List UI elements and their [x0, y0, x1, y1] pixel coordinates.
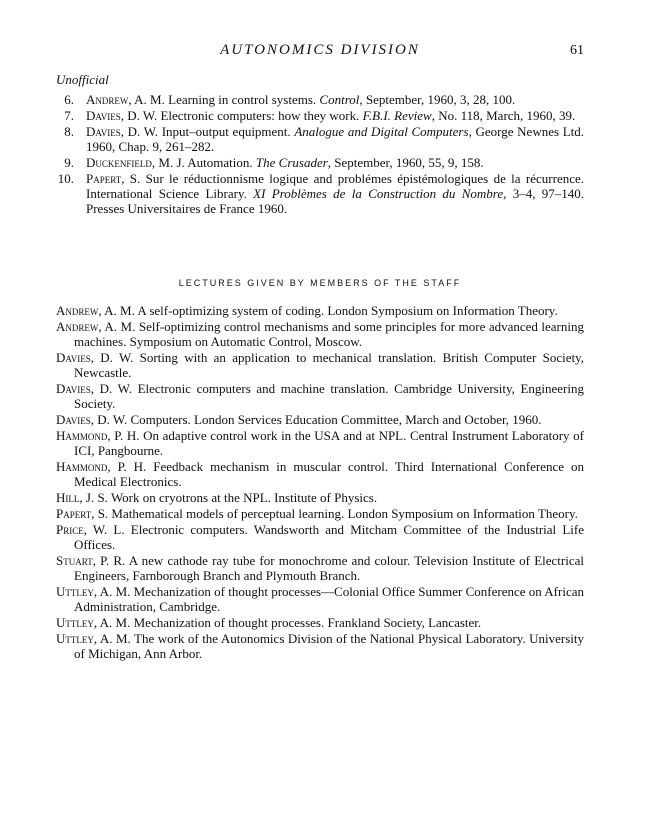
reference-text: Learning in control systems.: [168, 92, 320, 107]
lecture-item: [56, 506, 584, 521]
running-head: [56, 40, 584, 62]
page-number: 61: [570, 43, 584, 58]
reference-details: , September, 1960, 55, 9, 158.: [327, 155, 484, 170]
reference-details: , George Newnes Ltd. 1960, Chap. 9, 261–282.: [86, 124, 585, 154]
reference-item: [56, 124, 584, 154]
lecture-text: , A. M. Mechanization of thought processes—Colonial Office Summer Conference on African Administration, Cambridge.: [74, 584, 584, 614]
reference-publication: Control: [319, 92, 360, 107]
lecture-item: [56, 490, 584, 505]
lectures-list: [56, 303, 584, 661]
reference-text: Input–output equipment.: [161, 124, 295, 139]
reference-author: Papert: [86, 171, 122, 186]
lecture-author: Uttley: [56, 631, 94, 646]
lecture-text: , D. W. Electronic computers and machine translation. Cambridge University, Engineering Society.: [74, 381, 584, 411]
reference-number: 9.: [64, 155, 74, 170]
reference-number: 10.: [57, 171, 74, 186]
lecture-item: [56, 319, 584, 349]
lecture-author: Stuart: [56, 553, 93, 568]
reference-author: Andrew: [86, 92, 129, 107]
lecture-text: , D. W. Computers. London Services Education Committee, March and October, 1960.: [90, 412, 542, 427]
reference-initials: , S.: [121, 171, 146, 186]
reference-details: , September, 1960, 3, 28, 100.: [359, 92, 516, 107]
unofficial-label: Unofficial: [56, 72, 109, 87]
lecture-author: Papert: [56, 506, 92, 521]
reference-details: , 3–4, 97–140. Presses Universitaires de France 1960.: [86, 186, 584, 216]
lecture-item: [56, 584, 584, 614]
lecture-author: Uttley: [56, 584, 94, 599]
reference-publication: Analogue and Digital Computers: [294, 124, 469, 139]
lecture-text: , P. R. A new cathode ray tube for monochrome and colour. Television Institute of Electrical Engineers, Farnborough Branch and Plymouth Branch.: [74, 553, 584, 583]
lecture-author: Uttley: [56, 615, 94, 630]
reference-initials: , M. J.: [151, 155, 188, 170]
reference-details: , No. 118, March, 1960, 39.: [431, 108, 576, 123]
lecture-item: [56, 303, 584, 318]
lecture-author: Hammond: [56, 428, 108, 443]
lecture-item: [56, 522, 584, 552]
lecture-text: , A. M. Mechanization of thought processes. Frankland Society, Lancaster.: [93, 615, 482, 630]
reference-item: [56, 108, 584, 123]
lecture-author: Andrew: [56, 319, 99, 334]
lecture-text: , P. H. On adaptive control work in the USA and at NPL. Central Instrument Laboratory of ICI, Pangbourne.: [74, 428, 584, 458]
lecture-author: Price: [56, 522, 84, 537]
lecture-item: [56, 412, 584, 427]
lecture-item: [56, 350, 584, 380]
lecture-text: , J. S. Work on cryotrons at the NPL. Institute of Physics.: [79, 490, 378, 505]
lecture-text: , W. L. Electronic computers. Wandsworth and Mitcham Committee of the Industrial Life Offices.: [74, 522, 584, 552]
lecture-text: , P. H. Feedback mechanism in muscular control. Third International Conference on Medical Electronics.: [74, 459, 584, 489]
reference-author: Duckenfield: [86, 155, 152, 170]
lecture-item: [56, 459, 584, 489]
reference-initials: , A. M.: [128, 92, 169, 107]
reference-number: 7.: [64, 108, 74, 123]
lecture-author: Davies: [56, 350, 91, 365]
reference-publication: The Crusader: [255, 155, 328, 170]
reference-item: [56, 171, 584, 216]
reference-item: [56, 155, 584, 170]
lectures-heading: LECTURES GIVEN BY MEMBERS OF THE STAFF: [178, 278, 462, 288]
reference-initials: , D. W.: [120, 124, 162, 139]
reference-publication: XI Problèmes de la Construction du Nombre: [253, 186, 504, 201]
lecture-author: Davies: [56, 381, 91, 396]
lecture-author: Hammond: [56, 459, 108, 474]
lecture-text: , A. M. A self-optimizing system of coding. London Symposium on Information Theory.: [98, 303, 558, 318]
reference-author: Davies: [86, 124, 121, 139]
lecture-item: [56, 553, 584, 583]
lecture-text: , A. M. The work of the Autonomics Division of the National Physical Laboratory. University of Michigan, Ann Arbor.: [74, 631, 584, 661]
page: [56, 40, 584, 662]
lecture-item: [56, 615, 584, 630]
reference-item: [56, 92, 584, 107]
lecture-author: Davies: [56, 412, 91, 427]
reference-number: 8.: [64, 124, 74, 139]
reference-number: 6.: [64, 92, 74, 107]
reference-text: Sur le réductionnisme logique and problémes épistémologiques de la récurrence. International Science Library.: [86, 171, 585, 201]
reference-text: Electronic computers: how they work.: [160, 108, 363, 123]
lecture-author: Hill: [56, 490, 80, 505]
lecture-item: [56, 428, 584, 458]
lecture-text: , S. Mathematical models of perceptual learning. London Symposium on Information Theory.: [91, 506, 578, 521]
reference-author: Davies: [86, 108, 121, 123]
reference-publication: F.B.I. Review: [362, 108, 432, 123]
lecture-text: , A. M. Self-optimizing control mechanisms and some principles for more advanced learning machines. Symposium on Automatic Control, Moscow.: [74, 319, 584, 349]
reference-initials: , D. W.: [120, 108, 161, 123]
lecture-author: Andrew: [56, 303, 99, 318]
lecture-item: [56, 381, 584, 411]
lecture-text: , D. W. Sorting with an application to mechanical translation. British Computer Society, Newcastle.: [74, 350, 584, 380]
running-title: AUTONOMICS DIVISION: [220, 42, 420, 58]
unofficial-reference-list: [56, 92, 584, 216]
lecture-item: [56, 631, 584, 661]
reference-text: Automation.: [187, 155, 256, 170]
